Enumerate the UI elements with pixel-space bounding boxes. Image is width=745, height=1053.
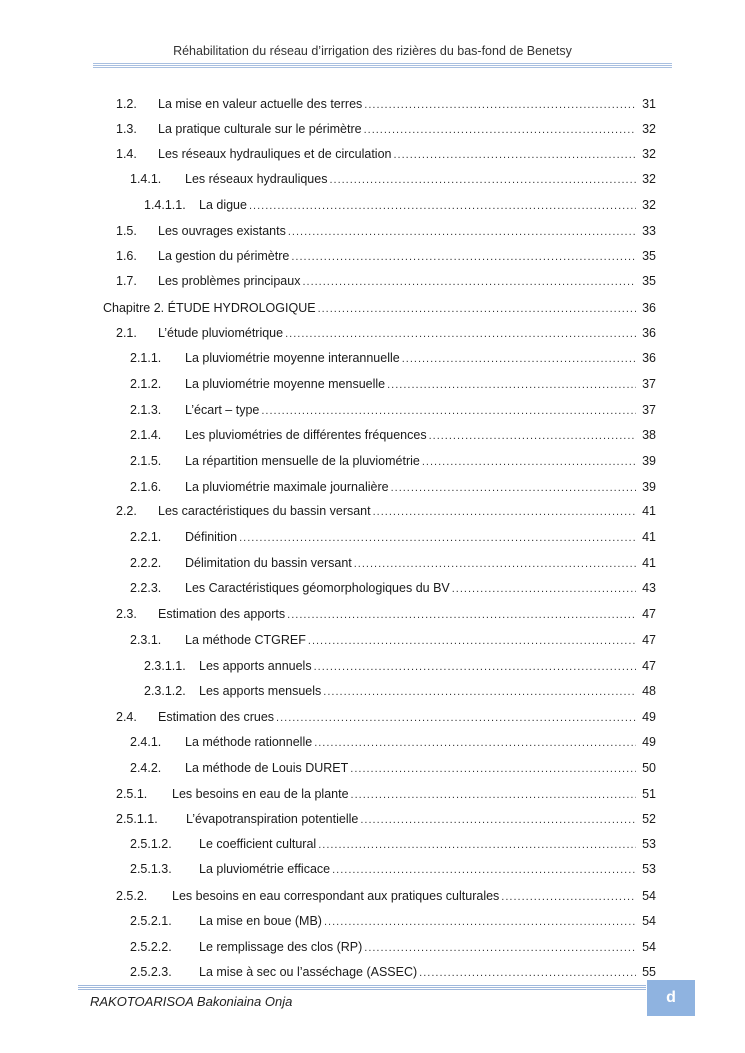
toc-entry-title: La pluviométrie maximale journalière [185, 480, 389, 494]
toc-entry-title: L’évapotranspiration potentielle [186, 812, 359, 826]
toc-entry-page: 49 [642, 710, 656, 724]
toc-entry-page: 39 [642, 454, 656, 468]
toc-entry-number: 2.1.5. [130, 454, 162, 468]
footer-page-number: d [647, 980, 695, 1016]
toc-entry[interactable] [116, 220, 656, 238]
toc-entry-number: 2.3. [116, 607, 137, 621]
toc-entry-number: 2.1.1. [130, 351, 162, 365]
toc-entry-title: La pluviométrie moyenne interannuelle [185, 351, 400, 365]
toc-dot-leader [350, 761, 636, 775]
toc-entry-page: 53 [642, 837, 656, 851]
toc-entry-title: La pluviométrie moyenne mensuelle [185, 377, 386, 391]
toc-entry[interactable] [116, 118, 656, 136]
toc-entry-number: 2.1.6. [130, 480, 162, 494]
toc-entry-number: 2.1. [116, 326, 137, 340]
toc-entry-page: 33 [642, 224, 656, 238]
toc-entry-title: Délimitation du bassin versant [185, 556, 352, 570]
toc-entry-number: 2.5.1.2. [130, 837, 172, 851]
toc-entry[interactable] [103, 297, 656, 315]
toc-entry[interactable] [130, 757, 656, 775]
toc-entry[interactable] [116, 783, 656, 801]
toc-entry-page: 37 [642, 377, 656, 391]
toc-entry-title: Définition [185, 530, 238, 544]
footer-divider [78, 985, 646, 990]
toc-dot-leader [391, 480, 636, 494]
toc-entry-title: Les réseaux hydrauliques [185, 172, 328, 186]
toc-entry-page: 41 [642, 556, 656, 570]
toc-entry-number: 1.4.1. [130, 172, 162, 186]
toc-entry-number: 2.2.3. [130, 581, 162, 595]
toc-entry[interactable] [130, 526, 656, 544]
toc-entry[interactable] [116, 706, 656, 724]
toc-entry-title: La gestion du périmètre [158, 249, 290, 263]
toc-dot-leader [364, 122, 636, 136]
toc-dot-leader [364, 97, 636, 111]
toc-entry[interactable] [144, 194, 656, 212]
toc-entry-page: 41 [642, 530, 656, 544]
toc-entry-number: 2.5.1.1. [116, 812, 158, 826]
toc-entry-number: 2.4.1. [130, 735, 162, 749]
toc-dot-leader [419, 965, 636, 979]
toc-entry-page: 54 [642, 914, 656, 928]
toc-entry-number: 2.2.2. [130, 556, 162, 570]
toc-dot-leader [422, 454, 636, 468]
toc-dot-leader [354, 556, 636, 570]
toc-entry-number: 1.4.1.1. [144, 198, 186, 212]
toc-entry[interactable] [116, 603, 656, 621]
toc-entry[interactable] [130, 399, 656, 417]
toc-entry-number: 2.3.1. [130, 633, 162, 647]
toc-dot-leader [288, 224, 636, 238]
toc-entry-number: 2.2. [116, 504, 137, 518]
toc-entry-number: 2.5.2.1. [130, 914, 172, 928]
toc-entry-title: Chapitre 2. ÉTUDE HYDROLOGIQUE [103, 301, 316, 315]
toc-entry[interactable] [116, 245, 656, 263]
toc-entry-number: 2.5.1.3. [130, 862, 172, 876]
toc-entry[interactable] [116, 500, 656, 518]
toc-entry-number: 2.3.1.2. [144, 684, 186, 698]
toc-entry-title: Les besoins en eau de la plante [172, 787, 349, 801]
toc-dot-leader [429, 428, 636, 442]
toc-entry-title: Les besoins en eau correspondant aux pratiques culturales [172, 889, 500, 903]
toc-entry-page: 36 [642, 326, 656, 340]
toc-entry-title: La digue [199, 198, 247, 212]
toc-entry[interactable] [130, 858, 656, 876]
toc-dot-leader [360, 812, 636, 826]
toc-dot-leader [364, 940, 636, 954]
toc-entry-number: 2.1.4. [130, 428, 162, 442]
toc-entry-page: 48 [642, 684, 656, 698]
toc-dot-leader [323, 684, 636, 698]
toc-entry[interactable] [130, 577, 656, 595]
toc-entry[interactable] [130, 476, 656, 494]
toc-entry-number: 2.4. [116, 710, 137, 724]
toc-entry[interactable] [130, 424, 656, 442]
toc-dot-leader [249, 198, 636, 212]
toc-entry-page: 54 [642, 940, 656, 954]
toc-entry-number: 1.2. [116, 97, 137, 111]
toc-entry-page: 32 [642, 172, 656, 186]
toc-dot-leader [314, 735, 636, 749]
toc-entry-page: 54 [642, 889, 656, 903]
toc-entry-page: 41 [642, 504, 656, 518]
toc-dot-leader [452, 581, 636, 595]
toc-dot-leader [239, 530, 636, 544]
toc-entry-title: La pratique culturale sur le périmètre [158, 122, 362, 136]
toc-entry-page: 53 [642, 862, 656, 876]
toc-entry-number: 2.2.1. [130, 530, 162, 544]
toc-dot-leader [501, 889, 636, 903]
toc-entry-title: Les pluviométries de différentes fréquences [185, 428, 427, 442]
toc-entry[interactable] [116, 808, 656, 826]
toc-entry[interactable] [130, 552, 656, 570]
toc-entry[interactable] [130, 373, 656, 391]
toc-entry-title: La répartition mensuelle de la pluviométrie [185, 454, 420, 468]
toc-entry-page: 35 [642, 249, 656, 263]
toc-entry-title: Les Caractéristiques géomorphologiques du BV [185, 581, 450, 595]
toc-entry-number: 1.5. [116, 224, 137, 238]
toc-entry-title: Les apports annuels [199, 659, 312, 673]
toc-entry[interactable] [130, 936, 656, 954]
toc-dot-leader [314, 659, 636, 673]
toc-entry-page: 49 [642, 735, 656, 749]
toc-entry[interactable] [130, 450, 656, 468]
toc-dot-leader [276, 710, 636, 724]
toc-entry-title: La méthode rationnelle [185, 735, 313, 749]
toc-entry-title: Les réseaux hydrauliques et de circulation [158, 147, 392, 161]
toc-entry-title: Le remplissage des clos (RP) [199, 940, 363, 954]
toc-entry[interactable] [116, 93, 656, 111]
toc-entry-page: 39 [642, 480, 656, 494]
toc-entry[interactable] [130, 168, 656, 186]
toc-entry[interactable] [116, 143, 656, 161]
toc-entry-page: 36 [642, 301, 656, 315]
toc-entry[interactable] [144, 680, 656, 698]
toc-entry-page: 50 [642, 761, 656, 775]
toc-entry-number: 1.7. [116, 274, 137, 288]
toc-dot-leader [351, 787, 636, 801]
toc-entry-number: 1.6. [116, 249, 137, 263]
toc-entry[interactable] [130, 961, 656, 979]
toc-entry[interactable] [116, 322, 656, 340]
toc-dot-leader [393, 147, 636, 161]
toc-entry-title: La mise en boue (MB) [199, 914, 322, 928]
toc-entry[interactable] [130, 731, 656, 749]
toc-entry[interactable] [116, 270, 656, 288]
toc-entry-page: 38 [642, 428, 656, 442]
toc-entry-title: Les ouvrages existants [158, 224, 286, 238]
toc-entry-number: 1.3. [116, 122, 137, 136]
toc-dot-leader [318, 301, 636, 315]
toc-entry-page: 47 [642, 607, 656, 621]
toc-entry-page: 37 [642, 403, 656, 417]
toc-dot-leader [329, 172, 636, 186]
header-divider [93, 63, 672, 69]
toc-entry-page: 32 [642, 122, 656, 136]
toc-dot-leader [287, 607, 636, 621]
toc-entry[interactable] [130, 347, 656, 365]
toc-dot-leader [302, 274, 636, 288]
toc-entry-number: 2.1.2. [130, 377, 162, 391]
toc-entry[interactable] [130, 833, 656, 851]
toc-entry-page: 32 [642, 198, 656, 212]
header-title: Réhabilitation du réseau d’irrigation des rizières du bas-fond de Benetsy [173, 44, 572, 58]
toc-dot-leader [318, 837, 636, 851]
toc-dot-leader [261, 403, 636, 417]
toc-entry-title: Estimation des crues [158, 710, 275, 724]
toc-entry-title: Les caractéristiques du bassin versant [158, 504, 371, 518]
toc-entry-number: 2.5.1. [116, 787, 148, 801]
toc-entry-number: 2.5.2.3. [130, 965, 172, 979]
toc-entry-title: L’écart – type [185, 403, 260, 417]
toc-entry-page: 47 [642, 633, 656, 647]
toc-entry-number: 2.1.3. [130, 403, 162, 417]
toc-entry[interactable] [144, 655, 656, 673]
toc-entry-title: Le coefficient cultural [199, 837, 317, 851]
toc-dot-leader [332, 862, 636, 876]
toc-entry-page: 43 [642, 581, 656, 595]
toc-entry[interactable] [116, 885, 656, 903]
toc-entry-title: L’étude pluviométrique [158, 326, 284, 340]
toc-dot-leader [387, 377, 636, 391]
toc-entry-page: 31 [642, 97, 656, 111]
toc-entry-page: 51 [642, 787, 656, 801]
toc-entry-title: La mise à sec ou l’asséchage (ASSEC) [199, 965, 418, 979]
toc-entry-number: 2.3.1.1. [144, 659, 186, 673]
toc-entry[interactable] [130, 910, 656, 928]
toc-dot-leader [308, 633, 636, 647]
toc-entry-title: La méthode de Louis DURET [185, 761, 349, 775]
toc-dot-leader [402, 351, 636, 365]
footer-author: RAKOTOARISOA Bakoniaina Onja [90, 994, 293, 1009]
toc-entry-title: La méthode CTGREF [185, 633, 306, 647]
toc-entry[interactable] [130, 629, 656, 647]
toc-entry-title: La pluviométrie efficace [199, 862, 331, 876]
toc-dot-leader [285, 326, 636, 340]
toc-entry-page: 52 [642, 812, 656, 826]
toc-entry-number: 2.5.2.2. [130, 940, 172, 954]
toc-entry-title: Les problèmes principaux [158, 274, 301, 288]
toc-entry-page: 47 [642, 659, 656, 673]
toc-entry-number: 2.5.2. [116, 889, 148, 903]
toc-entry-title: Estimation des apports [158, 607, 286, 621]
toc-entry-page: 36 [642, 351, 656, 365]
toc-entry-page: 55 [642, 965, 656, 979]
toc-dot-leader [324, 914, 636, 928]
toc-entry-title: La mise en valeur actuelle des terres [158, 97, 363, 111]
toc-entry-page: 35 [642, 274, 656, 288]
toc-entry-number: 2.4.2. [130, 761, 162, 775]
toc-dot-leader [373, 504, 636, 518]
toc-entry-title: Les apports mensuels [199, 684, 322, 698]
toc-entry-number: 1.4. [116, 147, 137, 161]
toc-dot-leader [291, 249, 636, 263]
toc-entry-page: 32 [642, 147, 656, 161]
